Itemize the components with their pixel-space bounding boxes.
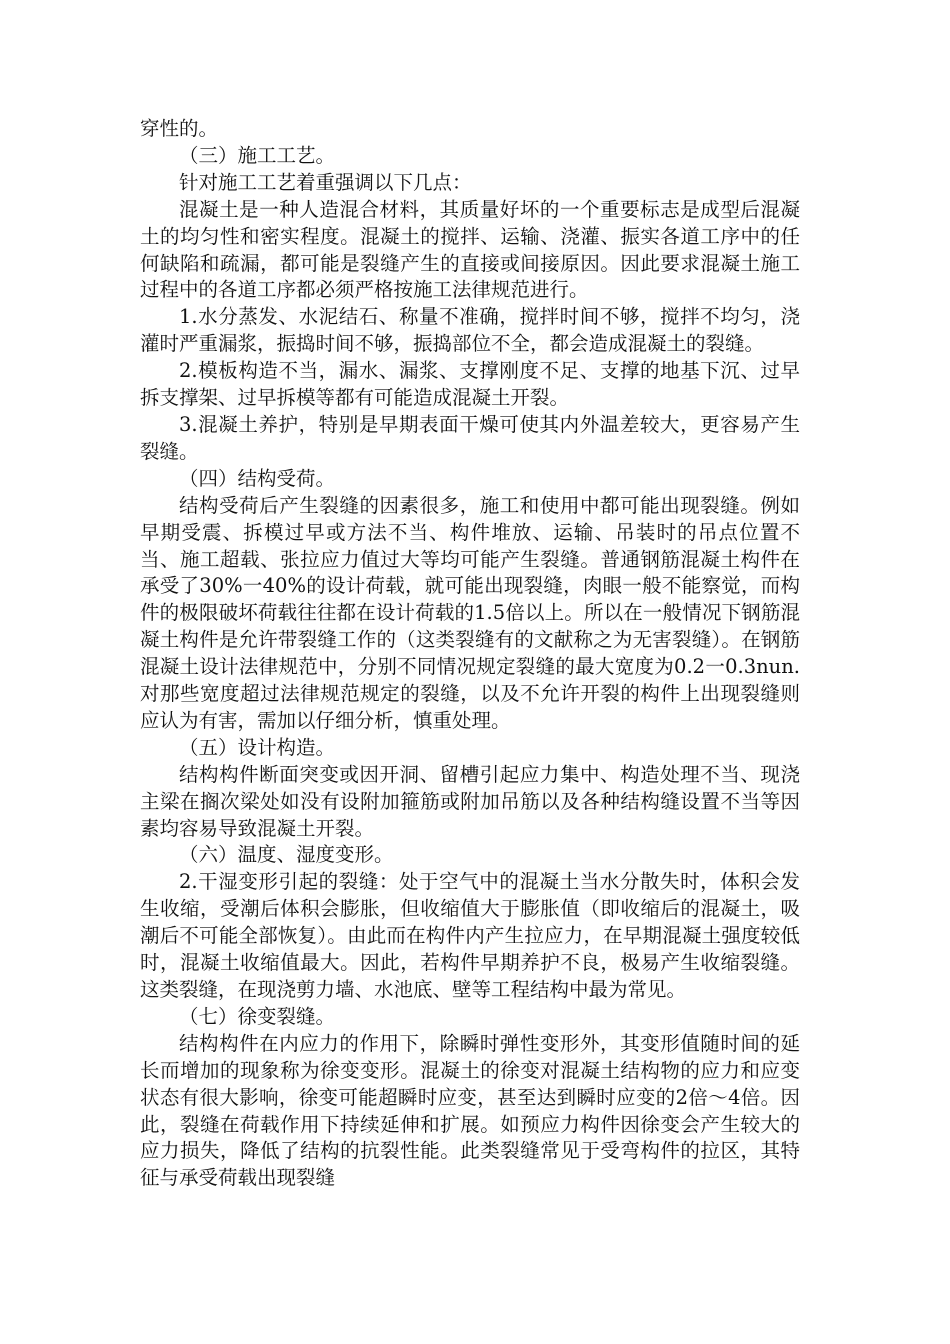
section-heading-construction-process: （三）施工工艺。 — [179, 143, 336, 167]
paragraph-continuation: 穿性的。 — [140, 117, 219, 140]
paragraph-design-detail: 结构构件断面突变或因开洞、留槽引起应力集中、构造处理不当、现浇主梁在搁次梁处如没有设附加箍筋或附加吊筋以及各种结构缝设置不当等因素均容易导致混凝土开裂。 — [140, 762, 800, 840]
paragraph-structural-load: 结构受荷后产生裂缝的因素很多，施工和使用中都可能出现裂缝。例如早期受震、拆模过早或方法不当、构件堆放、运输、吊装时的吊点位置不当、施工超载、张拉应力值过大等均可能产生裂缝。普通钢筋混凝土构件在承受了30%一40%的设计荷载，就可能出现裂缝，肉眼一般不能察觉，而构件的极限破坏荷载往往都在设计荷载的1.5倍以上。所以在一般情况下钢筋混凝土构件是允许带裂缝工作的（这类裂缝有的文献称之为无害裂缝）。在钢筋混凝土设计法律规范中，分别不同情况规定裂缝的最大宽度为0.2一0.3nun.对那些宽度超过法律规范规定的裂缝，以及不允许开裂的构件上出现裂缝则应认为有害，需加以仔细分析，慎重处理。 — [140, 493, 800, 732]
section-heading-structural-load: （四）结构受荷。 — [179, 466, 336, 490]
paragraph-creep-cracks: 结构构件在内应力的作用下，除瞬时弹性变形外，其变形值随时间的延长而增加的现象称为徐变变形。混凝土的徐变对混凝土结构物的应力和应变状态有很大影响，徐变可能超瞬时应变，甚至达到瞬时应变的2倍～4倍。因此，裂缝在荷载作用下持续延伸和扩展。如预应力构件因徐变会产生较大的应力损失，降低了结构的抗裂性能。此类裂缝常见于受弯构件的拉区，其特征与承受荷载出现裂缝 — [140, 1031, 800, 1190]
section-heading-creep-cracks: （七）徐变裂缝。 — [179, 1004, 336, 1028]
document-page — [140, 116, 800, 1192]
section-heading-temperature-humidity: （六）温度、湿度变形。 — [179, 843, 394, 867]
section-heading-design-detail: （五）设计构造。 — [179, 735, 336, 759]
paragraph-dry-wet-deformation: 2.干湿变形引起的裂缝：处于空气中的混凝土当水分散失时，体积会发生收缩，受潮后体积会膨胀，但收缩值大于膨胀值（即收缩后的混凝土，吸潮后不可能全部恢复）。由此而在构件内产生拉应力，在早期混凝土强度较低时，混凝土收缩值最大。因此，若构件早期养护不良，极易产生收缩裂缝。这类裂缝，在现浇剪力墙、水池底、壁等工程结构中最为常见。 — [140, 870, 800, 1001]
paragraph-intro-points: 针对施工工艺着重强调以下几点： — [179, 170, 472, 194]
list-item-2: 2.模板构造不当，漏水、漏浆、支撑刚度不足、支撑的地基下沉、过早拆支撑架、过早拆模等都有可能造成混凝土开裂。 — [140, 359, 800, 410]
list-item-1: 1.水分蒸发、水泥结石、称量不准确，搅拌时间不够，搅拌不均匀，浇灌时严重漏浆，振捣时间不够，振捣部位不全，都会造成混凝土的裂缝。 — [140, 305, 800, 356]
paragraph-concrete-material: 混凝土是一种人造混合材料，其质量好坏的一个重要标志是成型后混凝土的均匀性和密实程度。混凝土的搅拌、运输、浇灌、振实各道工序中的任何缺陷和疏漏，都可能是裂缝产生的直接或间接原因。因此要求混凝土施工过程中的各道工序都必须严格按施工法律规范进行。 — [140, 197, 800, 302]
list-item-3: 3.混凝土养护，特别是早期表面干燥可使其内外温差较大，更容易产生裂缝。 — [140, 412, 800, 463]
